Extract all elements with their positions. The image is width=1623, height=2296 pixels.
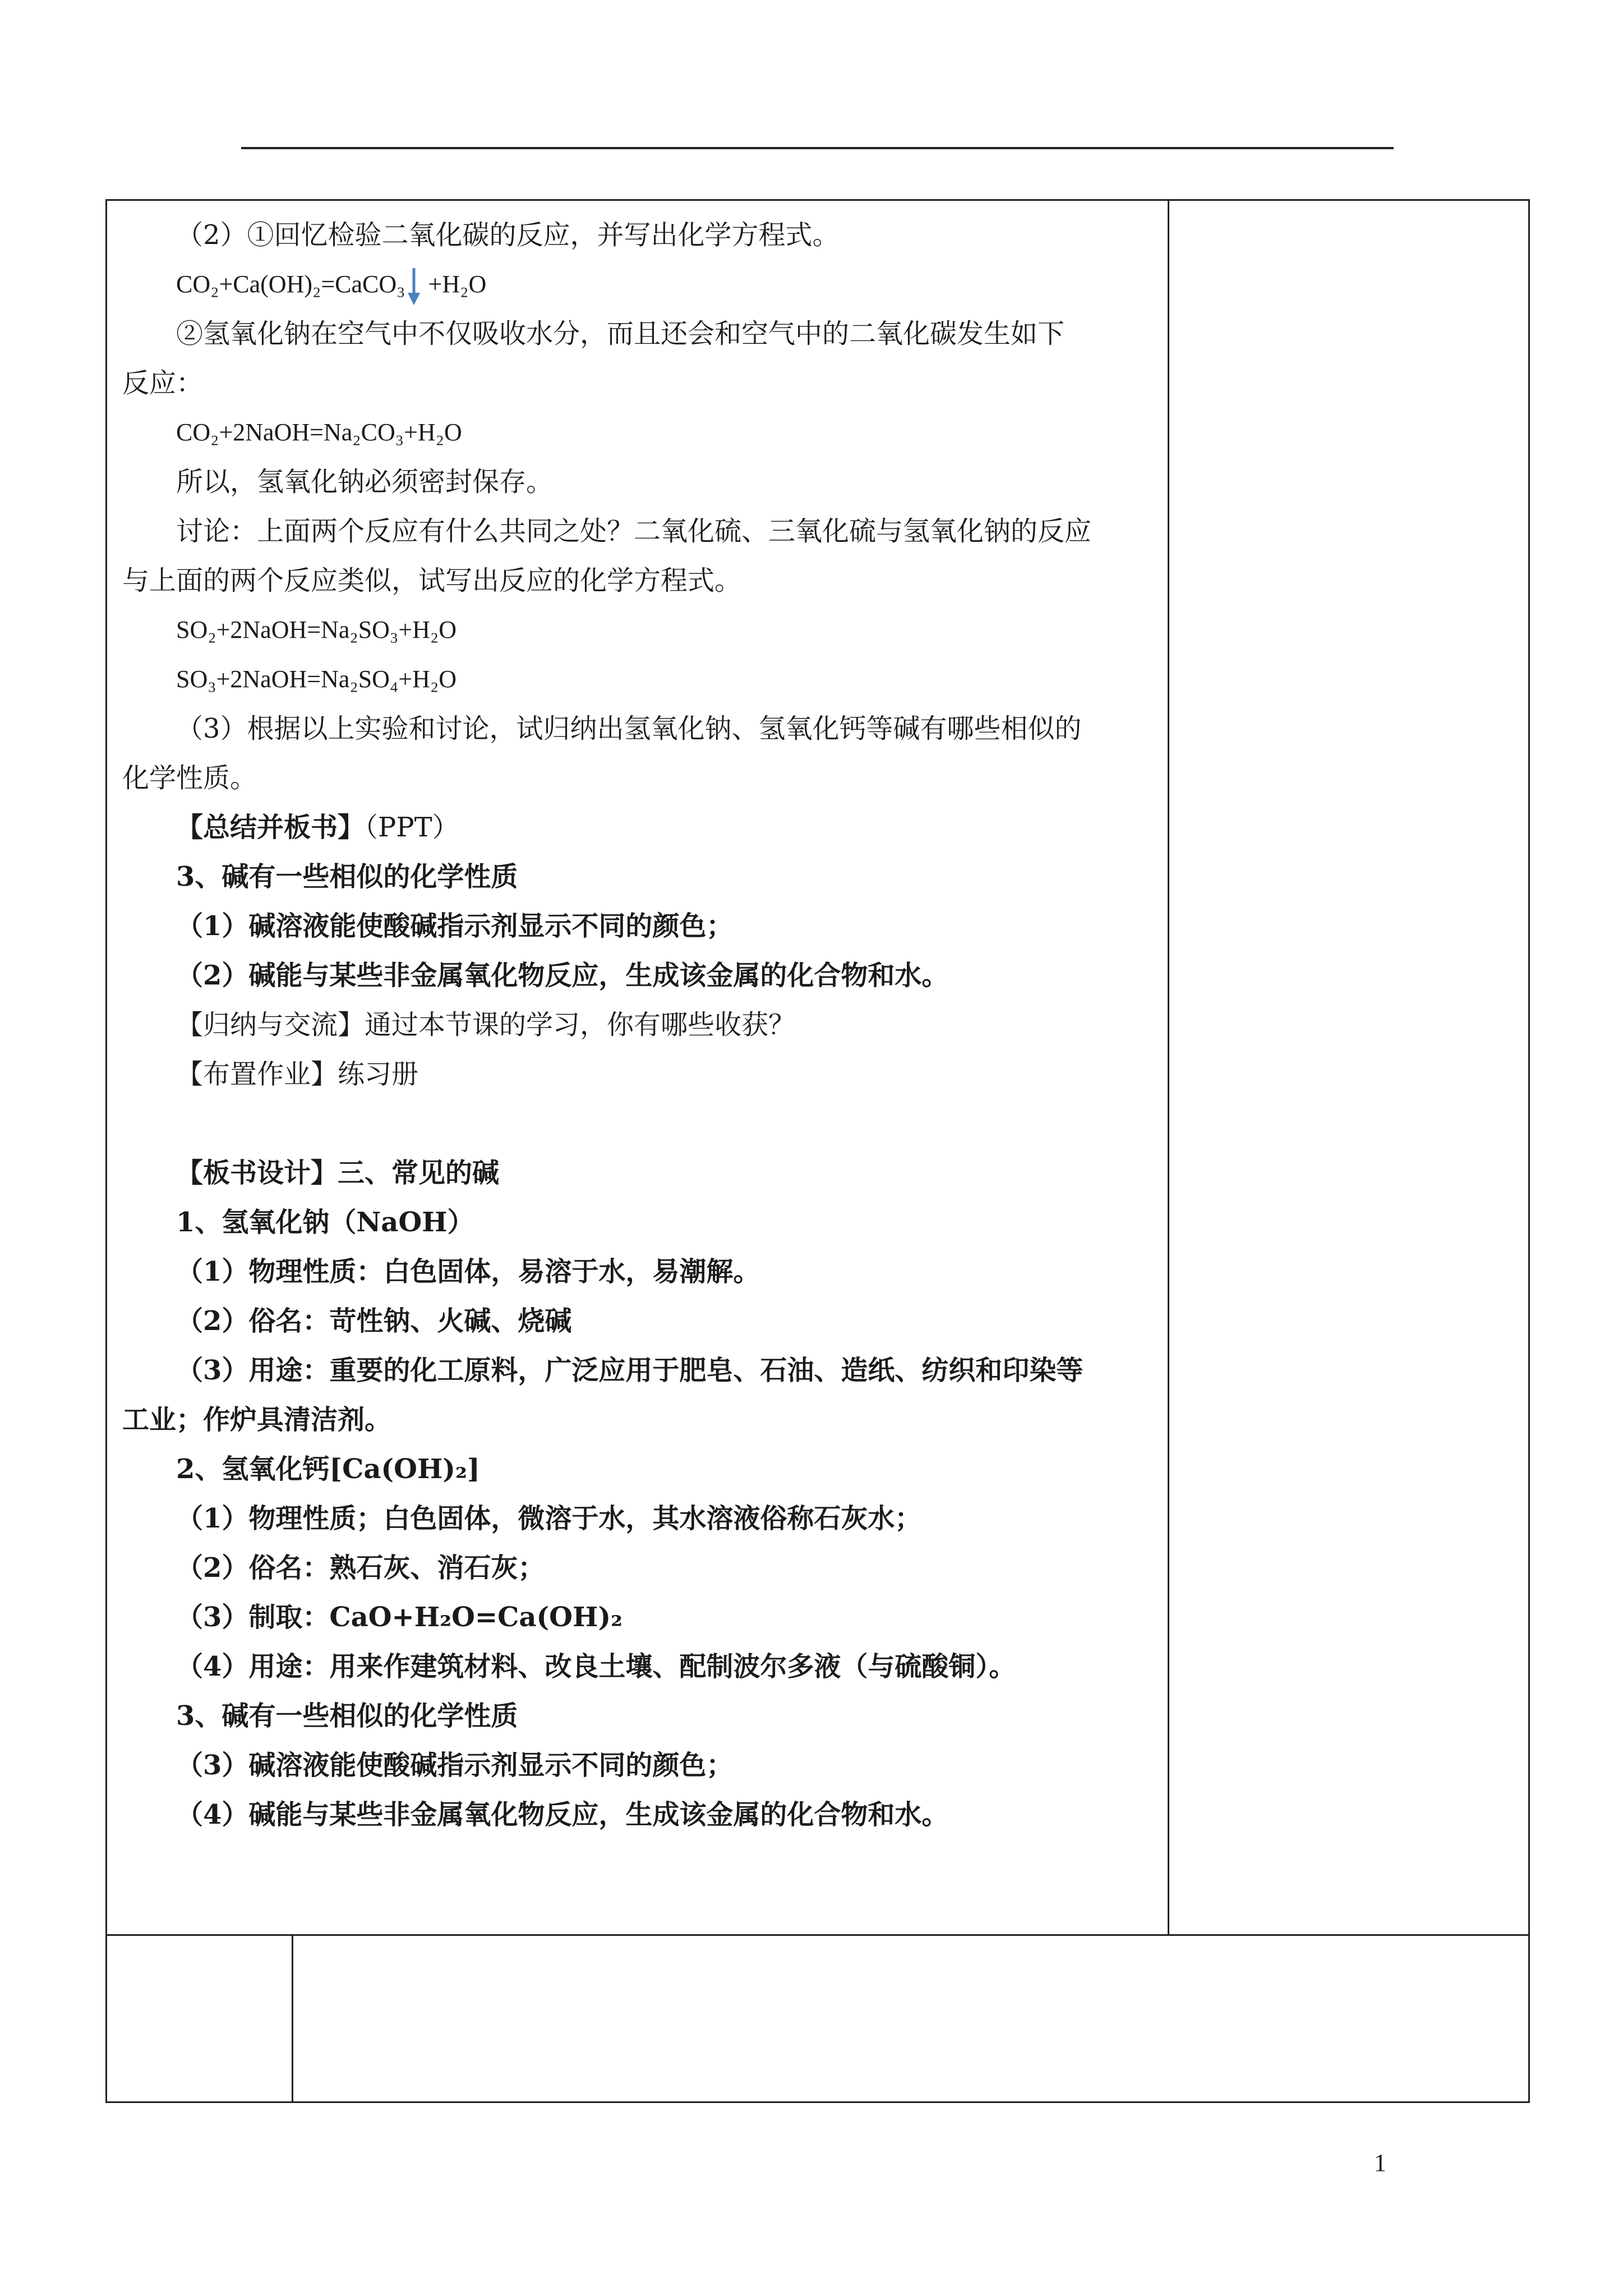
header-rule	[241, 147, 1394, 149]
text-line: 工业；作炉具清洁剂。	[122, 1404, 392, 1435]
text-line: （4）用途：用来作建筑材料、改良土壤、配制波尔多液（与硫酸铜）。	[176, 1651, 1016, 1682]
formula-line: SO₂+2NaOH=Na₂SO₃+H₂O	[176, 616, 457, 643]
precipitate-arrow-icon	[405, 267, 422, 306]
table-row-divider	[105, 1934, 1530, 1936]
text-line: 【布置作业】练习册	[176, 1059, 419, 1090]
text-line: 2、氢氧化钙[Ca(OH)₂]	[176, 1453, 480, 1485]
text-line: 反应：	[122, 367, 204, 399]
formula: CO₂+Ca(OH)₂=CaCO₃	[176, 270, 405, 298]
text-line: （3）制取：CaO+H₂O=Ca(OH)₂	[176, 1602, 623, 1633]
formula-line: CO₂+2NaOH=Na₂CO₃+H₂O	[176, 418, 462, 446]
text-line: 3、碱有一些相似的化学性质	[176, 1700, 518, 1732]
text-line: （4）碱能与某些非金属氧化物反应，生成该金属的化合物和水。	[176, 1799, 949, 1830]
lesson-content	[122, 210, 1157, 1839]
text-line: （1）物理性质：白色固体，易溶于水，易潮解。	[176, 1256, 760, 1287]
text-line: （3）用途：重要的化工原料，广泛应用于肥皂、石油、造纸、纺织和印染等	[176, 1355, 1083, 1386]
text-line: （3）碱溶液能使酸碱指示剂显示不同的颜色；	[176, 1750, 734, 1781]
text-line: 【板书设计】三、常见的碱	[176, 1157, 500, 1189]
text-line: 1、氢氧化钠（NaOH）	[176, 1207, 474, 1238]
text-line: ②氢氧化钠在空气中不仅吸收水分，而且还会和空气中的二氧化碳发生如下	[176, 318, 1065, 349]
formula-line	[122, 260, 1157, 309]
text-line: （2）俗名：苛性钠、火碱、烧碱	[176, 1305, 572, 1337]
text-line: 讨论：上面两个反应有什么共同之处？二氧化硫、三氧化硫与氢氧化钠的反应	[176, 516, 1092, 547]
text-line	[122, 803, 1157, 852]
text-line: （1）碱溶液能使酸碱指示剂显示不同的颜色；	[176, 910, 734, 942]
text-span: （PPT）	[365, 812, 459, 843]
table-footer-divider	[292, 1934, 293, 2103]
section-label: 【总结并板书】	[176, 812, 365, 843]
text-line: （2）①回忆检验二氧化碳的反应，并写出化学方程式。	[176, 219, 840, 251]
text-line: 3、碱有一些相似的化学性质	[176, 861, 518, 892]
text-line: 与上面的两个反应类似，试写出反应的化学方程式。	[122, 565, 742, 596]
text-line: （2）俗名：熟石灰、消石灰；	[176, 1552, 545, 1584]
formula: +H₂O	[428, 270, 487, 298]
table-column-divider	[1168, 199, 1169, 1935]
formula-line: SO₃+2NaOH=Na₂SO₄+H₂O	[176, 665, 457, 693]
spacer	[122, 1099, 1157, 1148]
text-line: 【归纳与交流】通过本节课的学习，你有哪些收获？	[176, 1009, 796, 1041]
page-number: 1	[1374, 2149, 1386, 2177]
text-line: 所以，氢氧化钠必须密封保存。	[176, 466, 554, 498]
text-line: （3）根据以上实验和讨论，试归纳出氢氧化钠、氢氧化钙等碱有哪些相似的	[176, 713, 1082, 744]
text-line: 化学性质。	[122, 762, 257, 794]
text-line: （2）碱能与某些非金属氧化物反应，生成该金属的化合物和水。	[176, 960, 949, 991]
text-line: （1）物理性质；白色固体，微溶于水，其水溶液俗称石灰水；	[176, 1503, 922, 1534]
